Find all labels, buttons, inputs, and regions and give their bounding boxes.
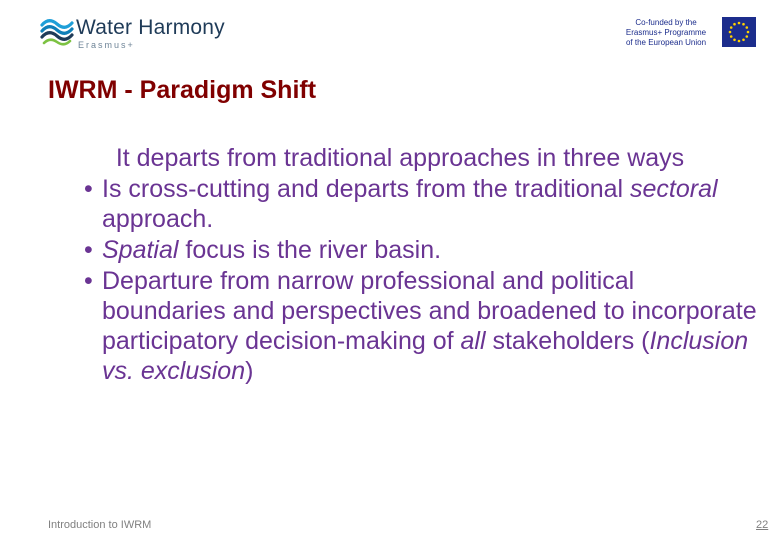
eu-star xyxy=(745,35,748,38)
bullet-item xyxy=(40,266,760,386)
bullet-text xyxy=(102,267,757,385)
bullet-emphasis: Inclusion vs. exclusion xyxy=(102,327,749,385)
eu-text-line-3: of the European Union xyxy=(625,38,707,47)
page-number: 22 xyxy=(756,519,769,531)
slide-body xyxy=(40,143,760,387)
bullet-text-part: Departure from narrow professional and political boundaries and perspectives and broadened to incorporate participatory decision-making of xyxy=(102,267,757,355)
bullet-item xyxy=(40,235,760,265)
bullet-marker: • xyxy=(84,267,93,295)
water-wave-icon xyxy=(40,16,74,46)
bullet-marker: • xyxy=(84,236,93,264)
eu-star xyxy=(745,26,748,29)
bullet-list xyxy=(40,174,760,386)
lead-text: It departs from traditional approaches in three ways xyxy=(115,144,685,172)
eu-star xyxy=(733,23,736,26)
eu-cofunding-text xyxy=(616,18,716,48)
bullet-emphasis: sectoral xyxy=(630,175,718,203)
bullet-emphasis: Spatial xyxy=(102,236,179,264)
eu-cofunding-badge xyxy=(616,16,758,50)
water-harmony-logo xyxy=(40,14,240,50)
eu-star xyxy=(730,26,733,29)
bullet-text-part: focus is the river basin. xyxy=(178,236,442,264)
bullet-text xyxy=(102,175,718,233)
bullet-text-part: ) xyxy=(245,357,254,385)
slide-title: IWRM - Paradigm Shift xyxy=(48,76,317,104)
eu-star xyxy=(730,35,733,38)
logo-name: Water Harmony xyxy=(76,16,225,39)
eu-star xyxy=(742,38,745,41)
bullet-text-part: Is cross-cutting and departs from the traditional xyxy=(102,175,631,203)
eu-star xyxy=(738,22,741,25)
bullet-emphasis: all xyxy=(460,327,486,355)
eu-star xyxy=(729,31,732,34)
eu-star xyxy=(738,40,741,43)
bullet-marker: • xyxy=(84,175,93,203)
bullet-text xyxy=(102,236,441,264)
logo-subtitle: Erasmus+ xyxy=(78,40,135,50)
bullet-text-part: approach. xyxy=(102,205,214,233)
eu-star xyxy=(747,31,750,34)
bullet-text-part: stakeholders ( xyxy=(485,327,650,355)
eu-text-line-1: Co-funded by the xyxy=(635,18,697,27)
footer-course-name: Introduction to IWRM xyxy=(48,519,152,531)
eu-star xyxy=(733,38,736,41)
bullet-item xyxy=(40,174,760,234)
eu-text-line-2: Erasmus+ Programme xyxy=(625,28,707,37)
eu-flag-icon xyxy=(722,17,756,47)
eu-star xyxy=(742,23,745,26)
